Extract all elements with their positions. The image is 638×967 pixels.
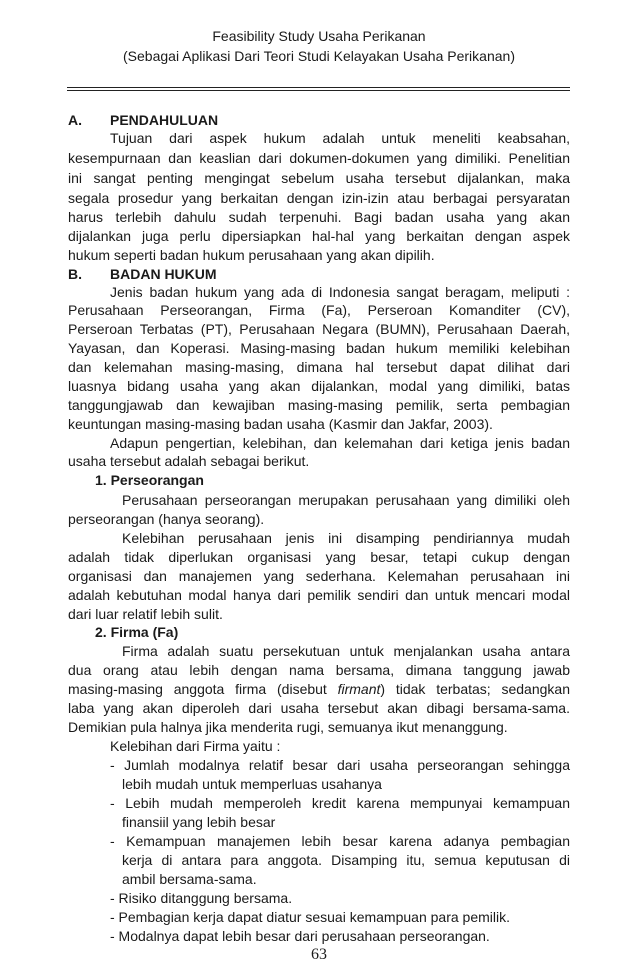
paragraph-line: Kelebihan perusahaan jenis ini disamping pendiriannya mudah xyxy=(122,530,570,546)
paragraph-line: tanggungjawab dan kewajiban masing-masing pemilik, serta pembagian xyxy=(68,397,570,413)
paragraph-line: Tujuan dari aspek hukum adalah untuk meneliti keabsahan, xyxy=(110,130,570,146)
paragraph-line: Yayasan, dan Koperasi. Masing-masing badan hukum memiliki kelebihan xyxy=(68,340,570,356)
section-a-title: PENDAHULUAN xyxy=(110,112,219,128)
list-item: - Jumlah modalnya relatif besar dari usaha perseorangan sehingga xyxy=(110,757,570,773)
paragraph-line: luasnya bidang usaha yang akan dijalankan, modal yang dimiliki, batas xyxy=(68,378,570,394)
list-item: - Kemampuan manajemen lebih besar karena adanya pembagian xyxy=(110,833,570,849)
paragraph-line: Firma adalah suatu persekutuan untuk menjalankan usaha antara xyxy=(122,643,570,659)
text-run: masing-masing anggota firma (disebut xyxy=(68,681,338,697)
list-item-continuation: lebih mudah untuk memperluas usahanya xyxy=(122,776,382,792)
paragraph-line: keuntungan masing-masing badan usaha (Kasmir dan Jakfar, 2003). xyxy=(68,416,493,432)
paragraph-line: Perseroan Terbatas (PT), Perusahaan Negara (BUMN), Perusahaan Daerah, xyxy=(68,321,570,337)
italic-term: firmant xyxy=(337,681,381,697)
paragraph-line-firmant xyxy=(68,680,570,698)
paragraph-line: Perusahaan Perseorangan, Firma (Fa), Perseroan Komanditer (CV), xyxy=(68,302,570,318)
section-b-title: BADAN HUKUM xyxy=(110,266,217,282)
list-item: - Modalnya dapat lebih besar dari perusahaan perseorangan. xyxy=(110,928,490,944)
paragraph-line: dari luar relatif lebih sulit. xyxy=(68,606,223,622)
paragraph-line: perseorangan (hanya seorang). xyxy=(68,511,265,527)
list-item: - Pembagian kerja dapat diatur sesuai kemampuan para pemilik. xyxy=(110,909,510,925)
paragraph-line: segala prosedur yang berkaitan dengan izin-izin atau berbagai persyaratan xyxy=(68,190,570,206)
list-item: - Risiko ditanggung bersama. xyxy=(110,890,293,906)
list-item: - Lebih mudah memperoleh kredit karena mempunyai kemampuan xyxy=(110,795,570,811)
advantages-intro: Kelebihan dari Firma yaitu : xyxy=(110,738,281,754)
subsection-1-title: 1. Perseorangan xyxy=(95,472,204,488)
text-run: ) tidak terbatas; sedangkan xyxy=(380,681,570,697)
paragraph-line: laba yang akan diperoleh dari usaha tersebut akan dibagi bersama-sama. xyxy=(68,700,570,716)
page-number: 63 xyxy=(311,946,327,963)
paragraph-line: kesempurnaan dan keaslian dari dokumen-dokumen yang dimiliki. Penelitian xyxy=(68,150,570,166)
section-b-number: B. xyxy=(68,266,82,282)
paragraph-line: Demikian pula halnya jika menderita rugi, semuanya ikut menanggung. xyxy=(68,719,508,735)
paragraph-line: adalah kebutuhan modal hanya dari pemilik sendiri dan untuk mencari modal xyxy=(68,587,570,603)
paragraph-line: harus terlebih dahulu sudah terpenuhi. Bagi badan usaha yang akan xyxy=(68,209,570,225)
paragraph-line: Jenis badan hukum yang ada di Indonesia sangat beragam, meliputi : xyxy=(110,284,570,300)
paragraph-line: organisasi dan manajemen yang sederhana. Kelemahan perusahaan ini xyxy=(68,568,570,584)
paragraph-line: dua orang atau lebih dengan nama bersama, dimana tanggung jawab xyxy=(68,662,570,678)
paragraph-line: adalah tidak diperlukan organisasi yang besar, tetapi cukup dengan xyxy=(68,549,570,565)
list-item-continuation: kerja di antara para anggota. Disamping itu, semua keputusan di xyxy=(122,852,570,868)
paragraph-line: dan kelemahan masing-masing, dimana hal tersebut dapat dilihat dari xyxy=(68,359,570,375)
paragraph-line: usaha tersebut adalah sebagai berikut. xyxy=(68,453,310,469)
running-header-subtitle: (Sebagai Aplikasi Dari Teori Studi Kelayakan Usaha Perikanan) xyxy=(123,48,515,64)
paragraph-line: ini sangat penting mengingat sebelum usaha tersebut dijalankan, maka xyxy=(68,170,570,186)
paragraph-line: dijalankan juga perlu dipersiapkan hal-hal yang berkaitan dengan aspek xyxy=(68,228,570,244)
header-rule xyxy=(67,87,570,88)
paragraph-line: hukum seperti badan hukum perusahaan yang akan dipilih. xyxy=(68,247,435,263)
header-rule-double xyxy=(67,90,570,91)
section-a-number: A. xyxy=(68,112,82,128)
paragraph-line: Adapun pengertian, kelebihan, dan kelemahan dari ketiga jenis badan xyxy=(110,435,570,451)
subsection-2-title: 2. Firma (Fa) xyxy=(95,624,179,640)
list-item-continuation: ambil bersama-sama. xyxy=(122,871,257,887)
list-item-continuation: finansiil yang lebih besar xyxy=(122,814,276,830)
running-header-title: Feasibility Study Usaha Perikanan xyxy=(212,28,426,44)
paragraph-line: Perusahaan perseorangan merupakan perusahaan yang dimiliki oleh xyxy=(122,492,570,508)
